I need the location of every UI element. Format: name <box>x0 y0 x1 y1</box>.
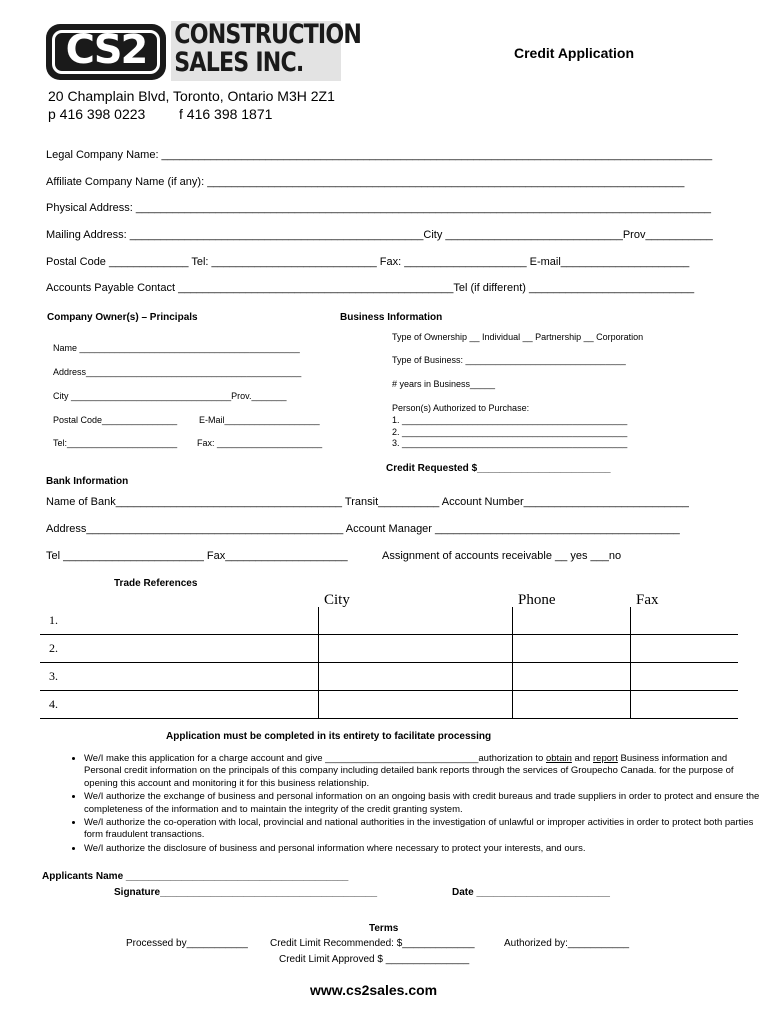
term-text: and <box>571 753 594 764</box>
postal-tel-fax-email-field[interactable]: Postal Code _____________ Tel: ___________________________ Fax: ____________________ E-mail_____________________ <box>46 256 690 268</box>
credit-limit-approved-field[interactable]: Credit Limit Approved $ _______________ <box>279 954 470 965</box>
trade-references-table <box>40 607 738 719</box>
business-heading: Business Information <box>340 312 443 323</box>
owner-name-field[interactable]: Name ____________________________________________ <box>53 343 300 353</box>
table-row <box>40 607 738 635</box>
legal-company-name-field[interactable]: Legal Company Name: __________________________________________________________________________________________ <box>46 149 713 161</box>
row-number: 2. <box>40 635 318 663</box>
terms-list <box>62 753 764 856</box>
trade-references-heading: Trade References <box>114 578 198 589</box>
ref-fax-cell[interactable] <box>630 607 738 635</box>
authorized-person-3[interactable]: 3. _____________________________________________ <box>392 438 628 448</box>
authorized-persons-label: Person(s) Authorized to Purchase: <box>392 403 530 413</box>
company-fax: f 416 398 1871 <box>179 106 273 122</box>
term-text: We/I make this application for a charge account and give _____________________________authorization to <box>84 753 546 764</box>
ref-fax-cell[interactable] <box>630 635 738 663</box>
owner-email-field[interactable]: E-Mail___________________ <box>199 415 320 425</box>
table-row <box>40 691 738 719</box>
owner-city-field[interactable]: City ________________________________Prov._______ <box>53 391 287 401</box>
form-title: Credit Application <box>514 45 635 61</box>
ref-city-cell[interactable] <box>318 607 512 635</box>
list-item <box>84 753 764 790</box>
accounts-payable-field[interactable]: Accounts Payable Contact _____________________________________________Tel (if different) ___________________________ <box>46 282 695 294</box>
list-item: • We/I authorize the disclosure of business and personal information where necessary to protect your interests, and ours. <box>84 843 764 855</box>
signature-field[interactable]: Signature_______________________________________ <box>114 887 378 898</box>
ref-fax-cell[interactable] <box>630 663 738 691</box>
col-fax: Fax <box>636 592 659 608</box>
date-field[interactable]: Date ________________________ <box>452 887 610 898</box>
ref-city-cell[interactable] <box>318 691 512 719</box>
owner-tel-field[interactable]: Tel:______________________ <box>53 438 178 448</box>
assignment-field[interactable]: Assignment of accounts receivable __ yes ___no <box>382 550 622 562</box>
authorized-by-field[interactable]: Authorized by:___________ <box>504 938 630 949</box>
authorized-person-2[interactable]: 2. _____________________________________________ <box>392 427 628 437</box>
mailing-address-field[interactable]: Mailing Address: ________________________________________________City _____________________________Prov___________ <box>46 229 713 241</box>
logo-wordmark <box>171 19 362 81</box>
owner-address-field[interactable]: Address___________________________________________ <box>53 367 302 377</box>
ref-city-cell[interactable] <box>318 635 512 663</box>
ownership-type-field[interactable]: Type of Ownership __ Individual __ Partnership __ Corporation <box>392 332 644 342</box>
ref-phone-cell[interactable] <box>512 635 630 663</box>
logo-mark <box>46 24 166 80</box>
affiliate-company-field[interactable]: Affiliate Company Name (if any): ______________________________________________________________________________ <box>46 176 685 188</box>
list-item: • We/I authorize the co-operation with local, provincial and national authorities in the investigation of unlawful or improper activities in order to protect both parties form fraudulent transactions. <box>84 817 764 842</box>
bank-tel-fax-field[interactable]: Tel _______________________ Fax____________________ <box>46 550 348 562</box>
authorized-person-1[interactable]: 1. _____________________________________________ <box>392 415 628 425</box>
col-phone: Phone <box>518 592 556 608</box>
list-item: • We/I authorize the exchange of business and personal information on an ongoing basis with credit bureaus and trade suppliers in order to protect and ensure the completeness of the information and to maintain the integrity of the credit granting system. <box>84 791 764 816</box>
owner-postal-field[interactable]: Postal Code_______________ <box>53 415 178 425</box>
logo-line-1: CONSTRUCTION <box>174 19 362 50</box>
years-in-business-field[interactable]: # years in Business_____ <box>392 379 496 389</box>
owner-fax-field[interactable]: Fax: _____________________ <box>197 438 323 448</box>
ref-phone-cell[interactable] <box>512 663 630 691</box>
table-row <box>40 635 738 663</box>
logo-line-2: SALES INC. <box>174 47 304 78</box>
bank-name-field[interactable]: Name of Bank_____________________________________ Transit__________ Account Number___________________________ <box>46 496 689 508</box>
bank-address-field[interactable]: Address__________________________________________ Account Manager ________________________________________ <box>46 523 680 535</box>
row-number: 3. <box>40 663 318 691</box>
ref-fax-cell[interactable] <box>630 691 738 719</box>
office-terms-heading: Terms <box>369 923 399 934</box>
credit-requested-field[interactable]: Credit Requested $________________________ <box>386 463 611 474</box>
processed-by-field[interactable]: Processed by___________ <box>126 938 248 949</box>
row-number: 1. <box>40 607 318 635</box>
term-report: report <box>593 753 618 764</box>
table-row <box>40 663 738 691</box>
credit-limit-recommended-field[interactable]: Credit Limit Recommended: $_____________ <box>270 938 475 949</box>
applicants-name-field[interactable]: Applicants Name ________________________________________ <box>42 871 349 882</box>
ref-city-cell[interactable] <box>318 663 512 691</box>
ref-phone-cell[interactable] <box>512 607 630 635</box>
company-address: 20 Champlain Blvd, Toronto, Ontario M3H 2Z1 <box>48 88 335 104</box>
term-obtain: obtain <box>545 753 572 764</box>
col-city: City <box>324 592 350 608</box>
row-number: 4. <box>40 691 318 719</box>
bank-heading: Bank Information <box>46 476 129 487</box>
term-text: Business information and Personal credit information on the principals of this company including detailed bank reports through the services of Groupecho Canada. for the purpose of opening this account and monitoring it for this business relationship. <box>84 753 734 789</box>
ref-phone-cell[interactable] <box>512 691 630 719</box>
business-type-field[interactable]: Type of Business: ________________________________ <box>392 355 626 365</box>
company-phone: p 416 398 0223 <box>48 106 146 122</box>
logo-mark-text: CS2 <box>65 27 147 73</box>
website-link[interactable]: www.cs2sales.com <box>310 982 438 998</box>
physical-address-field[interactable]: Physical Address: ______________________________________________________________________________________________ <box>46 202 711 214</box>
owners-heading: Company Owner(s) – Principals <box>47 312 198 323</box>
terms-heading: Application must be completed in its entirety to facilitate processing <box>166 731 492 742</box>
